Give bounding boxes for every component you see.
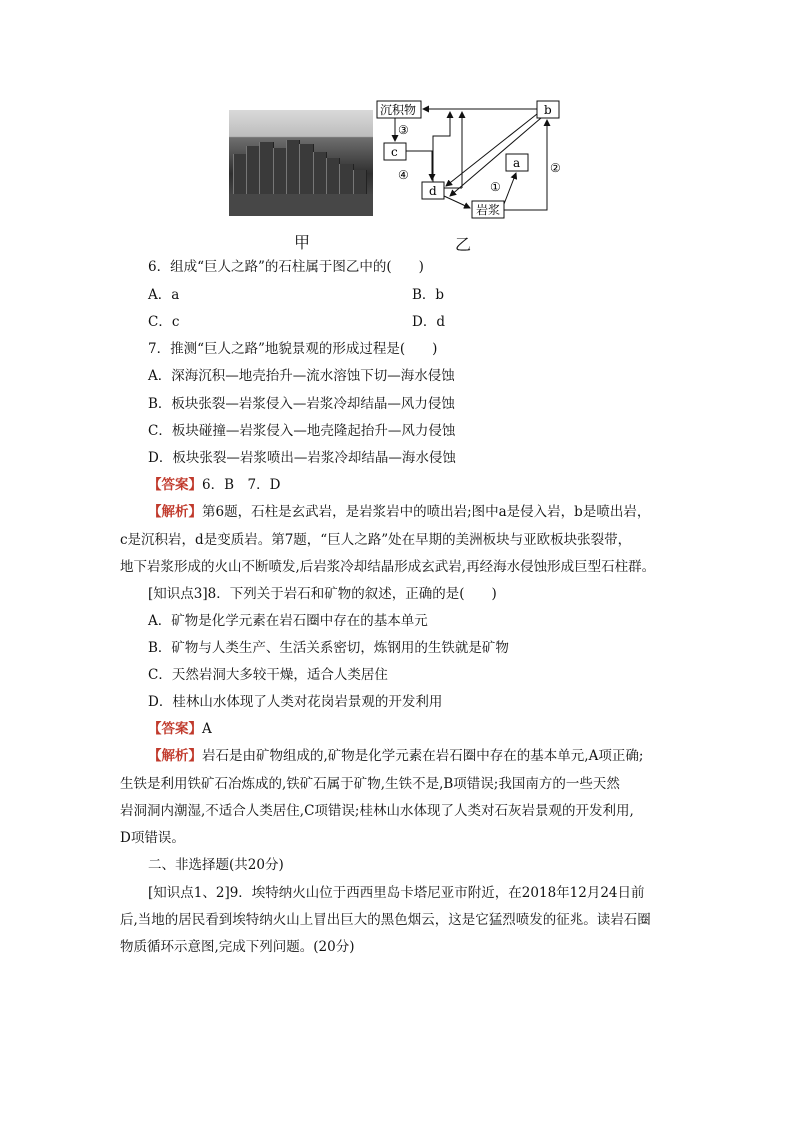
q9-line-2: 后,当地的居民看到埃特纳火山上冒出巨大的黑色烟云，这是它猛烈喷发的征兆。读岩石圈 [120, 912, 651, 928]
explanation-6-7-line-3: 地下岩浆形成的火山不断喷发,后岩浆冷却结晶形成玄武岩,再经海水侵蚀形成巨型石柱群。 [120, 559, 656, 575]
section-heading: 二、非选择题(共20分) [148, 857, 284, 873]
caption-jia: 甲 [294, 233, 311, 252]
label-c: c [391, 145, 398, 159]
explanation-6-7-line-2: c是沉积岩，d是变质岩。第7题，“巨人之路”处在早期的美洲板块与亚欧板块张裂带， [120, 532, 632, 548]
explanation-text: 第6题，石柱是玄武岩，是岩浆岩中的喷出岩;图中a是侵入岩，b是喷出岩， [202, 504, 651, 520]
mark-2: ② [550, 161, 561, 175]
label-b: b [544, 103, 552, 117]
explanation-text: 岩石是由矿物组成的,矿物是化学元素在岩石圈中存在的基本单元,A项正确; [202, 748, 644, 764]
q9-line-1: [知识点1、2]9．埃特纳火山位于西西里岛卡塔尼亚市附近，在2018年12月24日前 [148, 885, 645, 901]
q6-option-b: B．b [412, 287, 445, 303]
explanation-8-line-4: D项错误。 [120, 830, 185, 846]
q8-option-d: D．桂林山水体现了人类对花岗岩景观的开发利用 [148, 694, 443, 710]
explanation-6-7-line-1 [148, 503, 650, 521]
explanation-8-line-1 [148, 747, 643, 765]
rock-cycle-diagram [370, 96, 570, 226]
mark-1: ① [490, 180, 501, 194]
q8-option-c: C．天然岩洞大多较干燥，适合人类居住 [148, 667, 388, 683]
q6-option-d: D．d [412, 314, 445, 330]
q6-stem: 6．组成“巨人之路”的石柱属于图乙中的( ) [148, 259, 424, 275]
mark-3: ③ [398, 123, 409, 137]
q7-stem: 7．推测“巨人之路”地貌景观的形成过程是( ) [148, 341, 438, 357]
explanation-8-line-3: 岩洞洞内潮湿,不适合人类居住,C项错误;桂林山水体现了人类对石灰岩景观的开发利用, [120, 803, 634, 819]
q8-option-a: A．矿物是化学元素在岩石圈中存在的基本单元 [148, 613, 428, 629]
q7-option-b: B．板块张裂—岩浆侵入—岩浆冷却结晶—风力侵蚀 [148, 396, 455, 412]
q6-option-c: C．c [148, 314, 180, 330]
label-magma: 岩浆 [476, 203, 501, 217]
q9-line-3: 物质循环示意图,完成下列问题。(20分) [120, 939, 355, 955]
answer-tag: 【答案】 [148, 477, 202, 493]
answer-text: A [202, 721, 212, 737]
label-d: d [429, 184, 437, 198]
answer-tag: 【答案】 [148, 721, 202, 737]
answer-8 [148, 720, 212, 738]
label-a: a [513, 156, 521, 170]
q7-option-d: D．板块张裂—岩浆喷出—岩浆冷却结晶—海水侵蚀 [148, 450, 456, 466]
q6-option-a: A．a [148, 287, 180, 303]
q8-stem: [知识点3]8．下列关于岩石和矿物的叙述，正确的是( ) [148, 586, 497, 602]
label-sediment: 沉积物 [380, 103, 417, 117]
mark-4: ④ [398, 168, 409, 182]
q7-option-c: C．板块碰撞—岩浆侵入—地壳隆起抬升—风力侵蚀 [148, 423, 456, 439]
answer-text: 6．B 7．D [202, 477, 281, 493]
caption-yi: 乙 [455, 235, 472, 254]
q7-option-a: A．深海沉积—地壳抬升—流水溶蚀下切—海水侵蚀 [148, 368, 455, 384]
explanation-tag: 【解析】 [148, 504, 202, 520]
answer-6-7 [148, 476, 280, 494]
q8-option-b: B．矿物与人类生产、生活关系密切，炼钢用的生铁就是矿物 [148, 640, 509, 656]
explanation-tag: 【解析】 [148, 748, 202, 764]
explanation-8-line-2: 生铁是利用铁矿石冶炼成的,铁矿石属于矿物,生铁不是,B项错误;我国南方的一些天然 [120, 776, 620, 792]
basalt-columns-photo [229, 110, 373, 216]
